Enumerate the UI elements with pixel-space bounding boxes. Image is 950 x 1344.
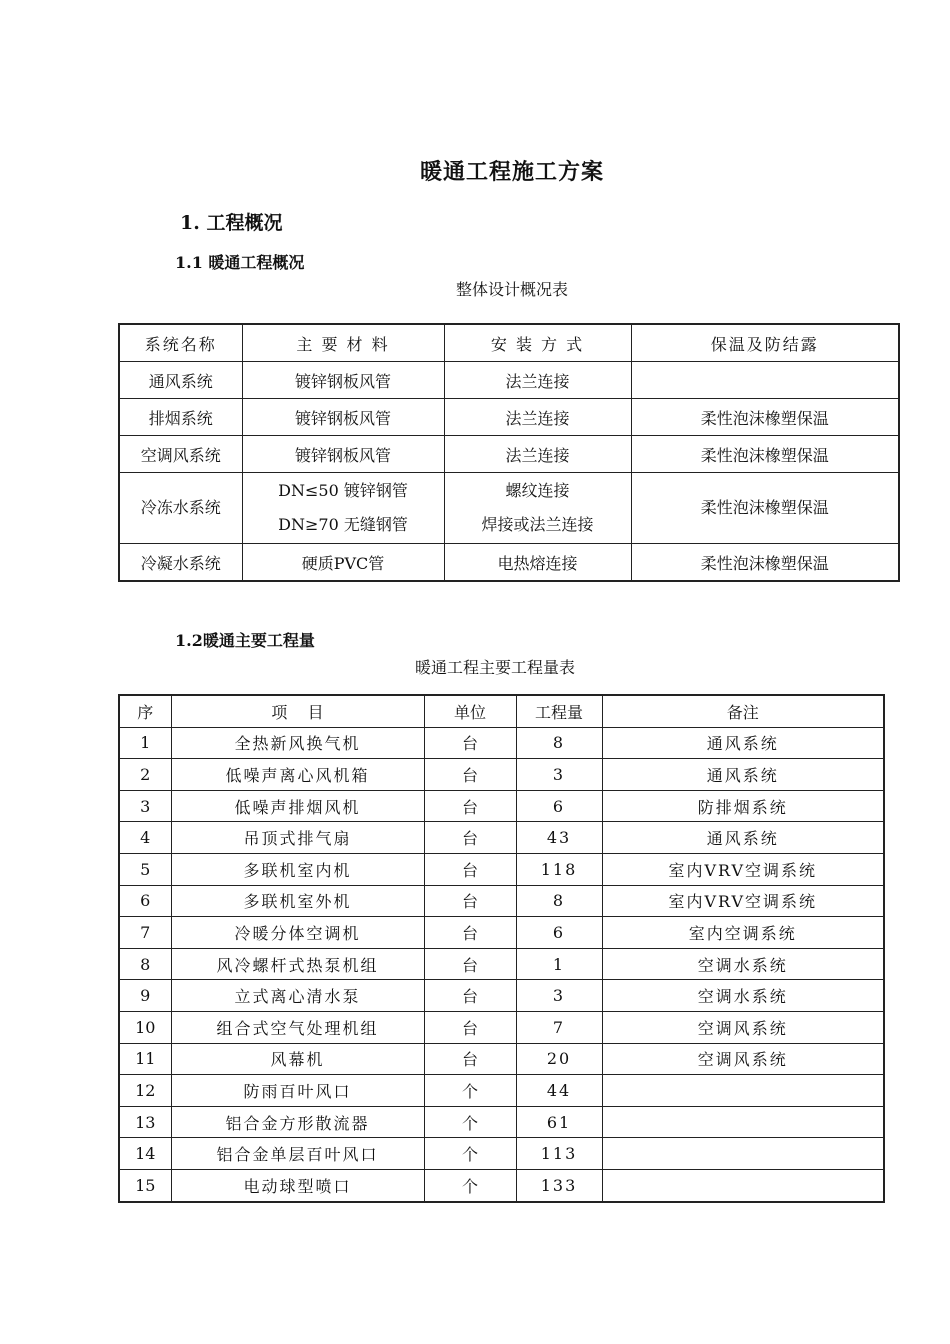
- document-title: 暖通工程施工方案: [419, 159, 604, 185]
- system-cell: 冷凝水系统: [119, 544, 242, 582]
- header-cell: 系统名称: [119, 324, 242, 362]
- item-cell: 风冷螺杆式热泵机组: [171, 948, 424, 980]
- table-row: [119, 885, 884, 917]
- table-row: [119, 948, 884, 980]
- note-cell: 通风系统: [602, 822, 884, 854]
- table-row: [119, 759, 884, 791]
- unit-cell: 个: [424, 1138, 516, 1170]
- note-cell: 空调水系统: [602, 948, 884, 980]
- insulation-cell: 柔性泡沫橡塑保温: [631, 436, 899, 473]
- item-cell: 立式离心清水泵: [171, 980, 424, 1012]
- row-number-cell: 6: [119, 885, 171, 917]
- install-line: 螺纹连接: [505, 481, 570, 500]
- item-cell: 铝合金单层百叶风口: [171, 1138, 424, 1170]
- note-cell: [602, 1138, 884, 1170]
- item-cell: 电动球型喷口: [171, 1169, 424, 1201]
- table-row: [119, 1106, 884, 1138]
- material-line: DN≤50 镀锌钢管: [278, 481, 408, 500]
- header-cell: 单位: [424, 695, 516, 727]
- item-cell: 防雨百叶风口: [171, 1075, 424, 1107]
- header-cell: 工程量: [516, 695, 602, 727]
- subsection-heading-quantities: 1.2暖通主要工程量: [175, 631, 315, 650]
- unit-cell: 个: [424, 1106, 516, 1138]
- row-number-cell: 3: [119, 790, 171, 822]
- table-row: [119, 1169, 884, 1201]
- item-cell: 多联机室内机: [171, 853, 424, 885]
- item-cell: 低噪声离心风机箱: [171, 759, 424, 791]
- note-cell: 空调风系统: [602, 1011, 884, 1043]
- install-cell: 电热熔连接: [444, 544, 631, 582]
- note-cell: [602, 1106, 884, 1138]
- insulation-cell: [631, 362, 899, 399]
- table-row: [119, 399, 899, 436]
- quantity-cell: 44: [516, 1075, 602, 1107]
- row-number-cell: 2: [119, 759, 171, 791]
- row-number-cell: 5: [119, 853, 171, 885]
- install-cell: 法兰连接: [444, 436, 631, 473]
- row-number-cell: 13: [119, 1106, 171, 1138]
- unit-cell: 个: [424, 1169, 516, 1201]
- item-cell: 组合式空气处理机组: [171, 1011, 424, 1043]
- quantity-cell: 113: [516, 1138, 602, 1170]
- note-cell: 室内VRV空调系统: [602, 853, 884, 885]
- table-row: [119, 473, 899, 544]
- note-cell: 通风系统: [602, 759, 884, 791]
- unit-cell: 台: [424, 1011, 516, 1043]
- note-cell: 防排烟系统: [602, 790, 884, 822]
- table-header-row: [119, 695, 884, 727]
- unit-cell: 台: [424, 917, 516, 949]
- table-row: [119, 980, 884, 1012]
- table-row: [119, 727, 884, 759]
- item-cell: 风幕机: [171, 1043, 424, 1075]
- quantity-cell: 133: [516, 1169, 602, 1201]
- table-row: [119, 917, 884, 949]
- material-cell: 镀锌钢板风管: [242, 399, 444, 436]
- install-cell: 法兰连接: [444, 399, 631, 436]
- item-cell: 多联机室外机: [171, 885, 424, 917]
- table-row: [119, 436, 899, 473]
- row-number-cell: 7: [119, 917, 171, 949]
- quantity-cell: 3: [516, 980, 602, 1012]
- insulation-cell: 柔性泡沫橡塑保温: [631, 399, 899, 436]
- table-row: [119, 1043, 884, 1075]
- note-cell: 室内VRV空调系统: [602, 885, 884, 917]
- note-cell: [602, 1075, 884, 1107]
- header-cell: 安 装 方 式: [444, 324, 631, 362]
- note-cell: 空调风系统: [602, 1043, 884, 1075]
- system-cell: 通风系统: [119, 362, 242, 399]
- header-cell: 备注: [602, 695, 884, 727]
- unit-cell: 台: [424, 885, 516, 917]
- unit-cell: 台: [424, 980, 516, 1012]
- unit-cell: 台: [424, 822, 516, 854]
- table-row: [119, 853, 884, 885]
- table-row: [119, 1011, 884, 1043]
- system-cell: 冷冻水系统: [119, 473, 242, 544]
- unit-cell: 个: [424, 1075, 516, 1107]
- header-cell: 保温及防结露: [631, 324, 899, 362]
- unit-cell: 台: [424, 759, 516, 791]
- insulation-cell: 柔性泡沫橡塑保温: [631, 473, 899, 544]
- quantity-cell: 1: [516, 948, 602, 980]
- item-cell: 铝合金方形散流器: [171, 1106, 424, 1138]
- insulation-cell: 柔性泡沫橡塑保温: [631, 544, 899, 582]
- table-caption-quantities: 暖通工程主要工程量表: [414, 658, 575, 677]
- table-header-row: [119, 324, 899, 362]
- row-number-cell: 15: [119, 1169, 171, 1201]
- material-cell: 镀锌钢板风管: [242, 362, 444, 399]
- row-number-cell: 1: [119, 727, 171, 759]
- header-cell: 序: [119, 695, 171, 727]
- quantities-table: [118, 694, 885, 1203]
- table-row: [119, 544, 899, 582]
- material-cell: 硬质PVC管: [242, 544, 444, 582]
- quantity-cell: 6: [516, 790, 602, 822]
- unit-cell: 台: [424, 727, 516, 759]
- header-cell: 项 目: [171, 695, 424, 727]
- material-cell: 镀锌钢板风管: [242, 436, 444, 473]
- material-cell: [242, 473, 444, 544]
- quantity-cell: 8: [516, 885, 602, 917]
- design-overview-table: [118, 323, 900, 582]
- subsection-heading-overview: 1.1 暖通工程概况: [175, 253, 305, 272]
- item-cell: 吊顶式排气扇: [171, 822, 424, 854]
- note-cell: 室内空调系统: [602, 917, 884, 949]
- unit-cell: 台: [424, 790, 516, 822]
- unit-cell: 台: [424, 853, 516, 885]
- note-cell: [602, 1169, 884, 1201]
- item-cell: 低噪声排烟风机: [171, 790, 424, 822]
- quantity-cell: 8: [516, 727, 602, 759]
- quantity-cell: 3: [516, 759, 602, 791]
- quantity-cell: 6: [516, 917, 602, 949]
- unit-cell: 台: [424, 1043, 516, 1075]
- row-number-cell: 12: [119, 1075, 171, 1107]
- quantity-cell: 61: [516, 1106, 602, 1138]
- note-cell: 通风系统: [602, 727, 884, 759]
- quantity-cell: 20: [516, 1043, 602, 1075]
- note-cell: 空调水系统: [602, 980, 884, 1012]
- quantity-cell: 118: [516, 853, 602, 885]
- unit-cell: 台: [424, 948, 516, 980]
- row-number-cell: 4: [119, 822, 171, 854]
- row-number-cell: 9: [119, 980, 171, 1012]
- table-row: [119, 822, 884, 854]
- row-number-cell: 11: [119, 1043, 171, 1075]
- table-caption-overview: 整体设计概况表: [455, 280, 568, 299]
- row-number-cell: 14: [119, 1138, 171, 1170]
- table-row: [119, 1075, 884, 1107]
- header-cell: 主 要 材 料: [242, 324, 444, 362]
- quantity-cell: 7: [516, 1011, 602, 1043]
- item-cell: 冷暖分体空调机: [171, 917, 424, 949]
- row-number-cell: 8: [119, 948, 171, 980]
- quantity-cell: 43: [516, 822, 602, 854]
- item-cell: 全热新风换气机: [171, 727, 424, 759]
- row-number-cell: 10: [119, 1011, 171, 1043]
- system-cell: 排烟系统: [119, 399, 242, 436]
- section-heading: 1. 工程概况: [180, 212, 283, 234]
- material-line: DN≥70 无缝钢管: [278, 515, 408, 534]
- install-cell: 法兰连接: [444, 362, 631, 399]
- install-line: 焊接或法兰连接: [481, 515, 594, 534]
- install-cell: [444, 473, 631, 544]
- table-row: [119, 790, 884, 822]
- system-cell: 空调风系统: [119, 436, 242, 473]
- table-row: [119, 362, 899, 399]
- table-row: [119, 1138, 884, 1170]
